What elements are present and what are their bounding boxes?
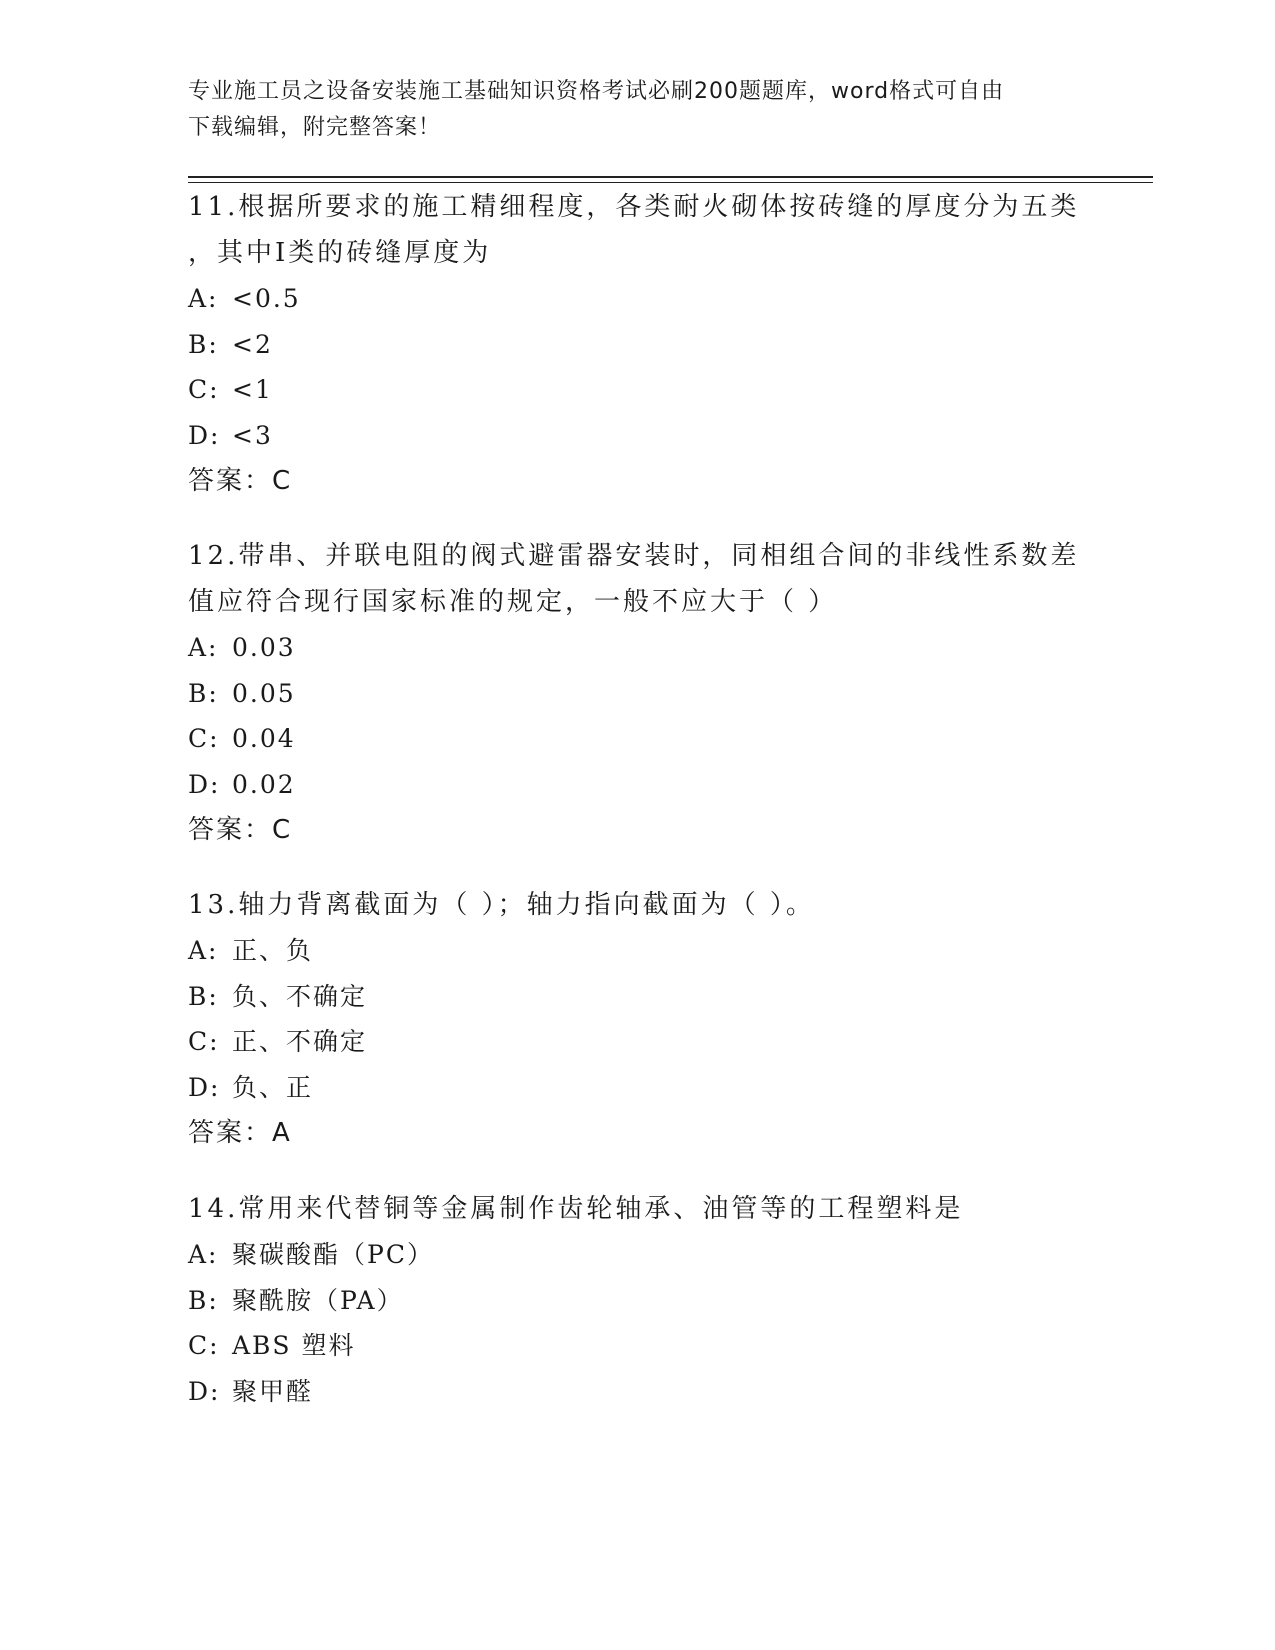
option-c [188, 1019, 1088, 1065]
option-text: 正、不确定 [232, 1027, 368, 1056]
option-d [188, 1065, 1088, 1111]
option-b [188, 671, 1088, 717]
option-letter: D: [188, 769, 221, 799]
answer-line: 答案：C [188, 466, 293, 496]
option-text: 负、不确定 [232, 981, 368, 1011]
option-letter: A: [188, 1240, 219, 1269]
question-14 [188, 1186, 1088, 1414]
option-letter: C: [188, 724, 220, 753]
option-text: 聚甲醛 [232, 1376, 314, 1406]
option-text: <2 [232, 329, 273, 359]
document-header [188, 74, 1088, 146]
option-letter: B: [188, 1285, 219, 1315]
header-line-2: 下载编辑，附完整答案！ [188, 115, 442, 140]
option-letter: B: [188, 329, 219, 359]
option-text: 聚碳酸酯（PC） [232, 1240, 434, 1269]
question-12 [188, 533, 1088, 853]
question-text: 13.轴力背离截面为（ ）；轴力指向截面为（ ）。 [188, 890, 815, 920]
question-text: 12.带串、并联电阻的阀式避雷器安装时，同相组合间的非线性系数差 [188, 541, 1080, 571]
option-letter: C: [188, 1027, 220, 1056]
option-b [188, 1278, 1088, 1324]
option-b [188, 322, 1088, 368]
option-letter: D: [188, 1072, 221, 1102]
option-text: <3 [232, 420, 273, 450]
option-a [188, 276, 1088, 322]
option-text: 0.02 [232, 769, 296, 799]
option-d [188, 762, 1088, 808]
option-text: <1 [232, 375, 273, 404]
option-text: 0.05 [232, 678, 296, 708]
question-text: 11.根据所要求的施工精细程度，各类耐火砌体按砖缝的厚度分为五类 [188, 192, 1080, 222]
question-text-continued: 值应符合现行国家标准的规定，一般不应大于（ ） [188, 587, 838, 617]
option-c [188, 1323, 1088, 1369]
option-letter: D: [188, 420, 221, 450]
option-text: 聚酰胺（PA） [232, 1285, 404, 1315]
option-text: <0.5 [232, 284, 301, 313]
option-text: 0.04 [232, 724, 296, 753]
header-divider-thin [188, 182, 1153, 183]
option-letter: A: [188, 633, 219, 662]
option-d [188, 1369, 1088, 1415]
question-text-continued: ，其中Ⅰ类的砖缝厚度为 [188, 238, 492, 268]
header-divider [188, 176, 1153, 178]
answer-line: 答案：A [188, 1118, 292, 1148]
option-letter: B: [188, 678, 219, 708]
option-a [188, 928, 1088, 974]
option-c [188, 716, 1088, 762]
option-a [188, 625, 1088, 671]
option-d [188, 413, 1088, 459]
option-c [188, 367, 1088, 413]
option-text: 正、负 [232, 936, 314, 965]
option-letter: D: [188, 1376, 221, 1406]
option-a [188, 1232, 1088, 1278]
question-11 [188, 184, 1088, 504]
option-letter: C: [188, 1331, 220, 1360]
option-letter: C: [188, 375, 220, 404]
option-letter: B: [188, 981, 219, 1011]
option-text: 0.03 [232, 633, 296, 662]
question-text: 14.常用来代替铜等金属制作齿轮轴承、油管等的工程塑料是 [188, 1194, 964, 1224]
option-letter: A: [188, 284, 219, 313]
question-13 [188, 882, 1088, 1156]
option-letter: A: [188, 936, 219, 965]
answer-line: 答案：C [188, 815, 293, 845]
option-text: ABS 塑料 [232, 1331, 356, 1360]
option-text: 负、正 [232, 1072, 314, 1102]
header-line-1: 专业施工员之设备安装施工基础知识资格考试必刷200题题库，word格式可自由 [188, 79, 1005, 104]
option-b [188, 974, 1088, 1020]
